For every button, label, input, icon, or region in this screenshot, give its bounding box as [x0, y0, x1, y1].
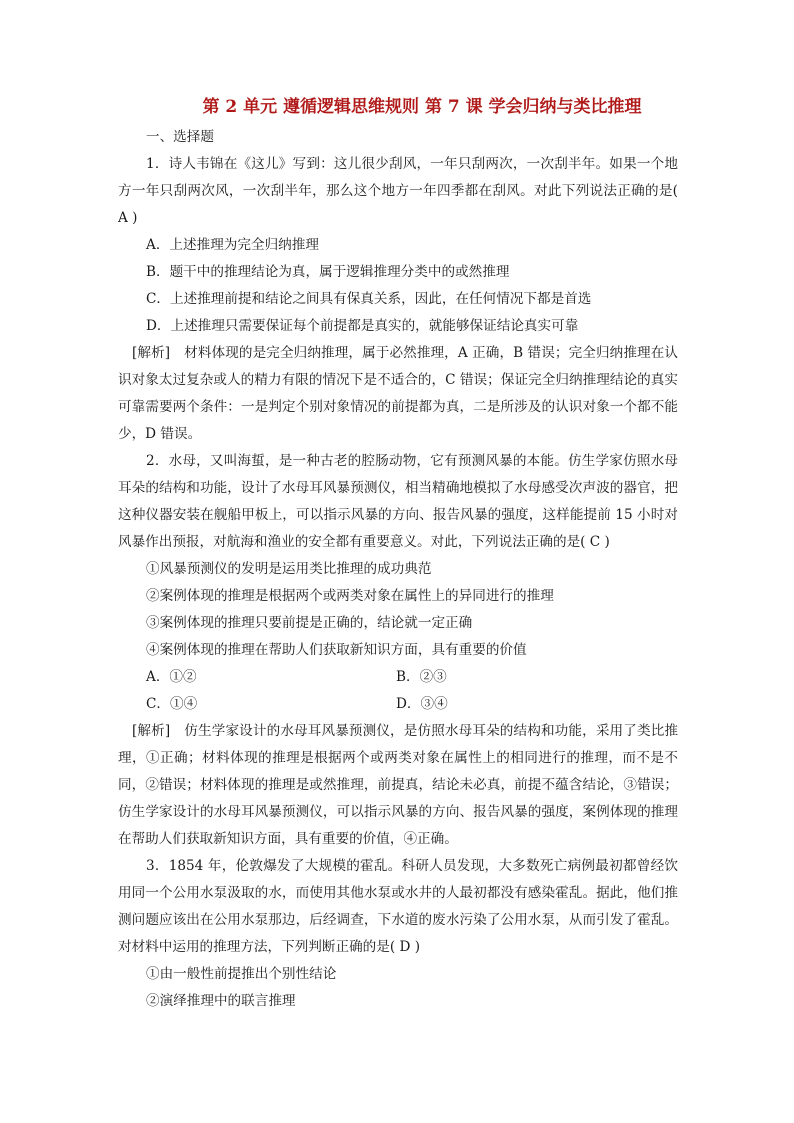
question-2-analysis	[118, 718, 678, 853]
question-1-option-a: A．上述推理为完全归纳推理	[146, 237, 319, 253]
question-2-stem: 2．水母，又叫海蜇，是一种古老的腔肠动物，它有预测风暴的本能。仿生学家仿照水母耳朵的结构和功能，设计了水母耳风暴预测仪，相当精确地模拟了水母感受次声波的器官，把这种仪器安装在舰船甲板上，可以指示风暴的方向、报告风暴的强度，这样能提前 15 小时对风暴作出预报，对航海和渔业的安全都有重要意义。对此，下列说法正确的是( C )	[118, 453, 678, 550]
question-3-statement-1: ①由一般性前提推出个别性结论	[146, 966, 337, 982]
question-1-analysis	[118, 340, 678, 448]
analysis-tag: [解析]	[132, 345, 171, 361]
question-2-option-b: B．②③	[396, 669, 447, 685]
question-3-stem: 3．1854 年，伦敦爆发了大规模的霍乱。科研人员发现，大多数死亡病例最初都曾经饮用同一个公用水泵汲取的水，而使用其他水泵或水井的人最初都没有感染霍乱。据此，他们推测问题应该出在公用水泵那边，后经调查，下水道的废水污染了公用水泵，从而引发了霍乱。对材料中运用的推理方法，下列判断正确的是( D )	[118, 858, 678, 955]
question-1-option-b: B．题干中的推理结论为真，属于逻辑推理分类中的或然推理	[146, 264, 510, 280]
question-2-statement-3: ③案例体现的推理只要前提是正确的，结论就一定正确	[146, 615, 473, 631]
question-2-options	[118, 664, 678, 718]
question-1-stem: 1．诗人韦锦在《这儿》写到：这儿很少刮风，一年只刮两次，一次刮半年。如果一个地方一年只刮两次风，一次刮半年，那么这个地方一年四季都在刮风。对此下列说法正确的是( A )	[118, 156, 678, 226]
question-2-statement-1: ①风暴预测仪的发明是运用类比推理的成功典范	[146, 561, 432, 577]
section-heading: 一、选择题	[146, 129, 214, 145]
analysis-text: 材料体现的是完全归纳推理，属于必然推理，A 正确，B 错误；完全归纳推理在认识对象太过复杂或人的精力有限的情况下是不适合的，C 错误；保证完全归纳推理结论的真实可靠需要两个条件：一是判定个别对象情况的前提都为真，二是所涉及的认识对象一个都不能少，D 错误。	[118, 345, 679, 442]
document-page	[118, 92, 678, 1015]
question-1-option-c: C．上述推理前提和结论之间具有保真关系，因此，在任何情况下都是首选	[146, 291, 592, 307]
question-2-option-d: D．③④	[396, 696, 448, 712]
question-1-option-d: D．上述推理只需要保证每个前提都是真实的，就能够保证结论真实可靠	[146, 318, 579, 334]
question-3-statement-2: ②演绎推理中的联言推理	[146, 993, 296, 1009]
question-2-statement-4: ④案例体现的推理在帮助人们获取新知识方面，具有重要的价值	[146, 642, 527, 658]
question-2-option-a: A．①②	[146, 669, 197, 685]
question-2-option-c: C．①④	[146, 696, 198, 712]
page-title: 第 2 单元 遵循逻辑思维规则 第 7 课 学会归纳与类比推理	[202, 97, 642, 117]
analysis-tag: [解析]	[132, 723, 171, 739]
analysis-text: 仿生学家设计的水母耳风暴预测仪，是仿照水母耳朵的结构和功能，采用了类比推理，①正确；材料体现的推理是根据两个或两类对象在属性上的相同进行的推理，而不是不同，②错误；材料体现的推理是或然推理，前提真，结论未必真，前提不蕴含结论，③错误；仿生学家设计的水母耳风暴预测仪，可以指示风暴的方向、报告风暴的强度，案例体现的推理在帮助人们获取新知识方面，具有重要的价值，④正确。	[118, 723, 679, 847]
question-2-statement-2: ②案例体现的推理是根据两个或两类对象在属性上的异同进行的推理	[146, 588, 554, 604]
